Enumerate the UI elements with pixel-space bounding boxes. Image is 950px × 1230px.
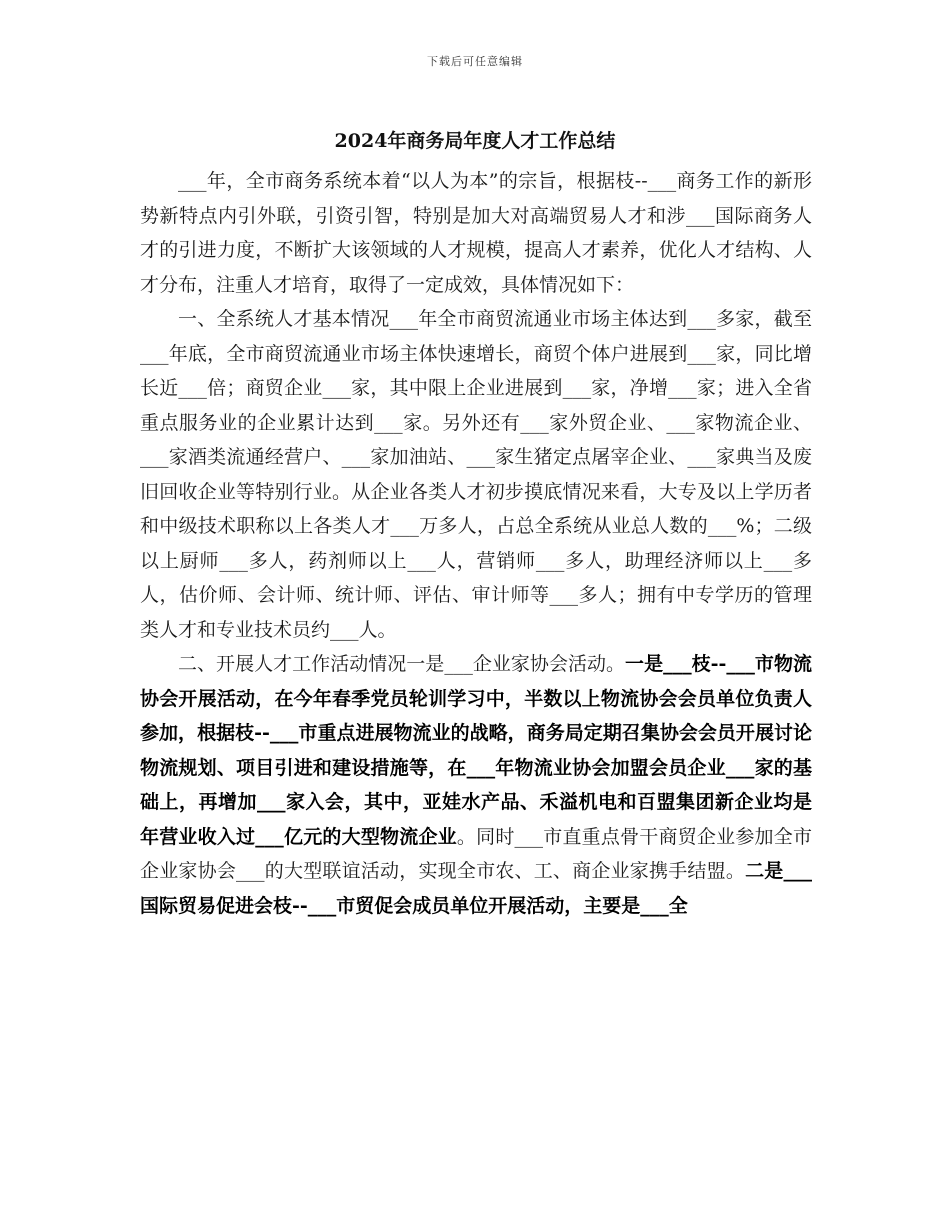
- activities-bold-trade-council: 二是___国际贸易促进会枝--___市贸促会成员单位开展活动，主要是___全: [140, 860, 812, 917]
- activities-plain-text: 。同时___市直重点骨干商贸企业参加全市企业家协会___的大型联谊活动，实现全市农、工、商企业家携手结盟。: [140, 825, 812, 882]
- document-title: 2024年商务局年度人才工作总结: [334, 130, 616, 152]
- paragraph-intro: ___年，全市商务系统本着“以人为本”的宗旨，根据枝--___商务工作的新形势新特点内引外联，引资引智，特别是加大对高端贸易人才和涉___国际商务人才的引进力度，不断扩大该领域的人才规模，提高人才素养，优化人才结构、人才分布，注重人才培育，取得了一定成效，具体情况如下：: [140, 170, 812, 296]
- activities-lead-text: 二、开展人才工作活动情况一是___企业家协会活动。: [178, 653, 626, 675]
- paragraph-talent-overview: 一、全系统人才基本情况___年全市商贸流通业市场主体达到___多家，截至___年底，全市商贸流通业市场主体快速增长，商贸个体户进展到___家，同比增长近___倍；商贸企业___家，其中限上企业进展到___家，净增___家；进入全省重点服务业的企业累计达到___家。另外还有___家外贸企业、___家物流企业、___家酒类流通经营户、___家加油站、___家生猪定点屠宰企业、___家典当及废旧回收企业等特别行业。从企业各类人才初步摸底情况来看，大专及以上学历者和中级技术职称以上各类人才___万多人，占总全系统从业总人数的___%；二级以上厨师___多人，药剂师以上___人，营销师___多人，助理经济师以上___多人，估价师、会计师、统计师、评估、审计师等___多人；拥有中专学历的管理类人才和专业技术员约___人。: [140, 308, 812, 641]
- document-body: [140, 164, 812, 923]
- activities-bold-logistics: 一是___枝--___市物流协会开展活动，在今年春季党员轮训学习中，半数以上物流协会会员单位负责人参加，根据枝--___市重点进展物流业的战略，商务局定期召集协会会员开展讨论物流规划、项目引进和建设措施等，在___年物流业协会加盟会员企业___家的基础上，再增加___家入会，其中，亚娃水产品、禾溢机电和百盟集团新企业均是年营业收入过___亿元的大型物流企业: [140, 653, 812, 848]
- paragraph-talent-activities: [140, 647, 812, 923]
- header-note: 下载后可任意编辑: [427, 55, 523, 68]
